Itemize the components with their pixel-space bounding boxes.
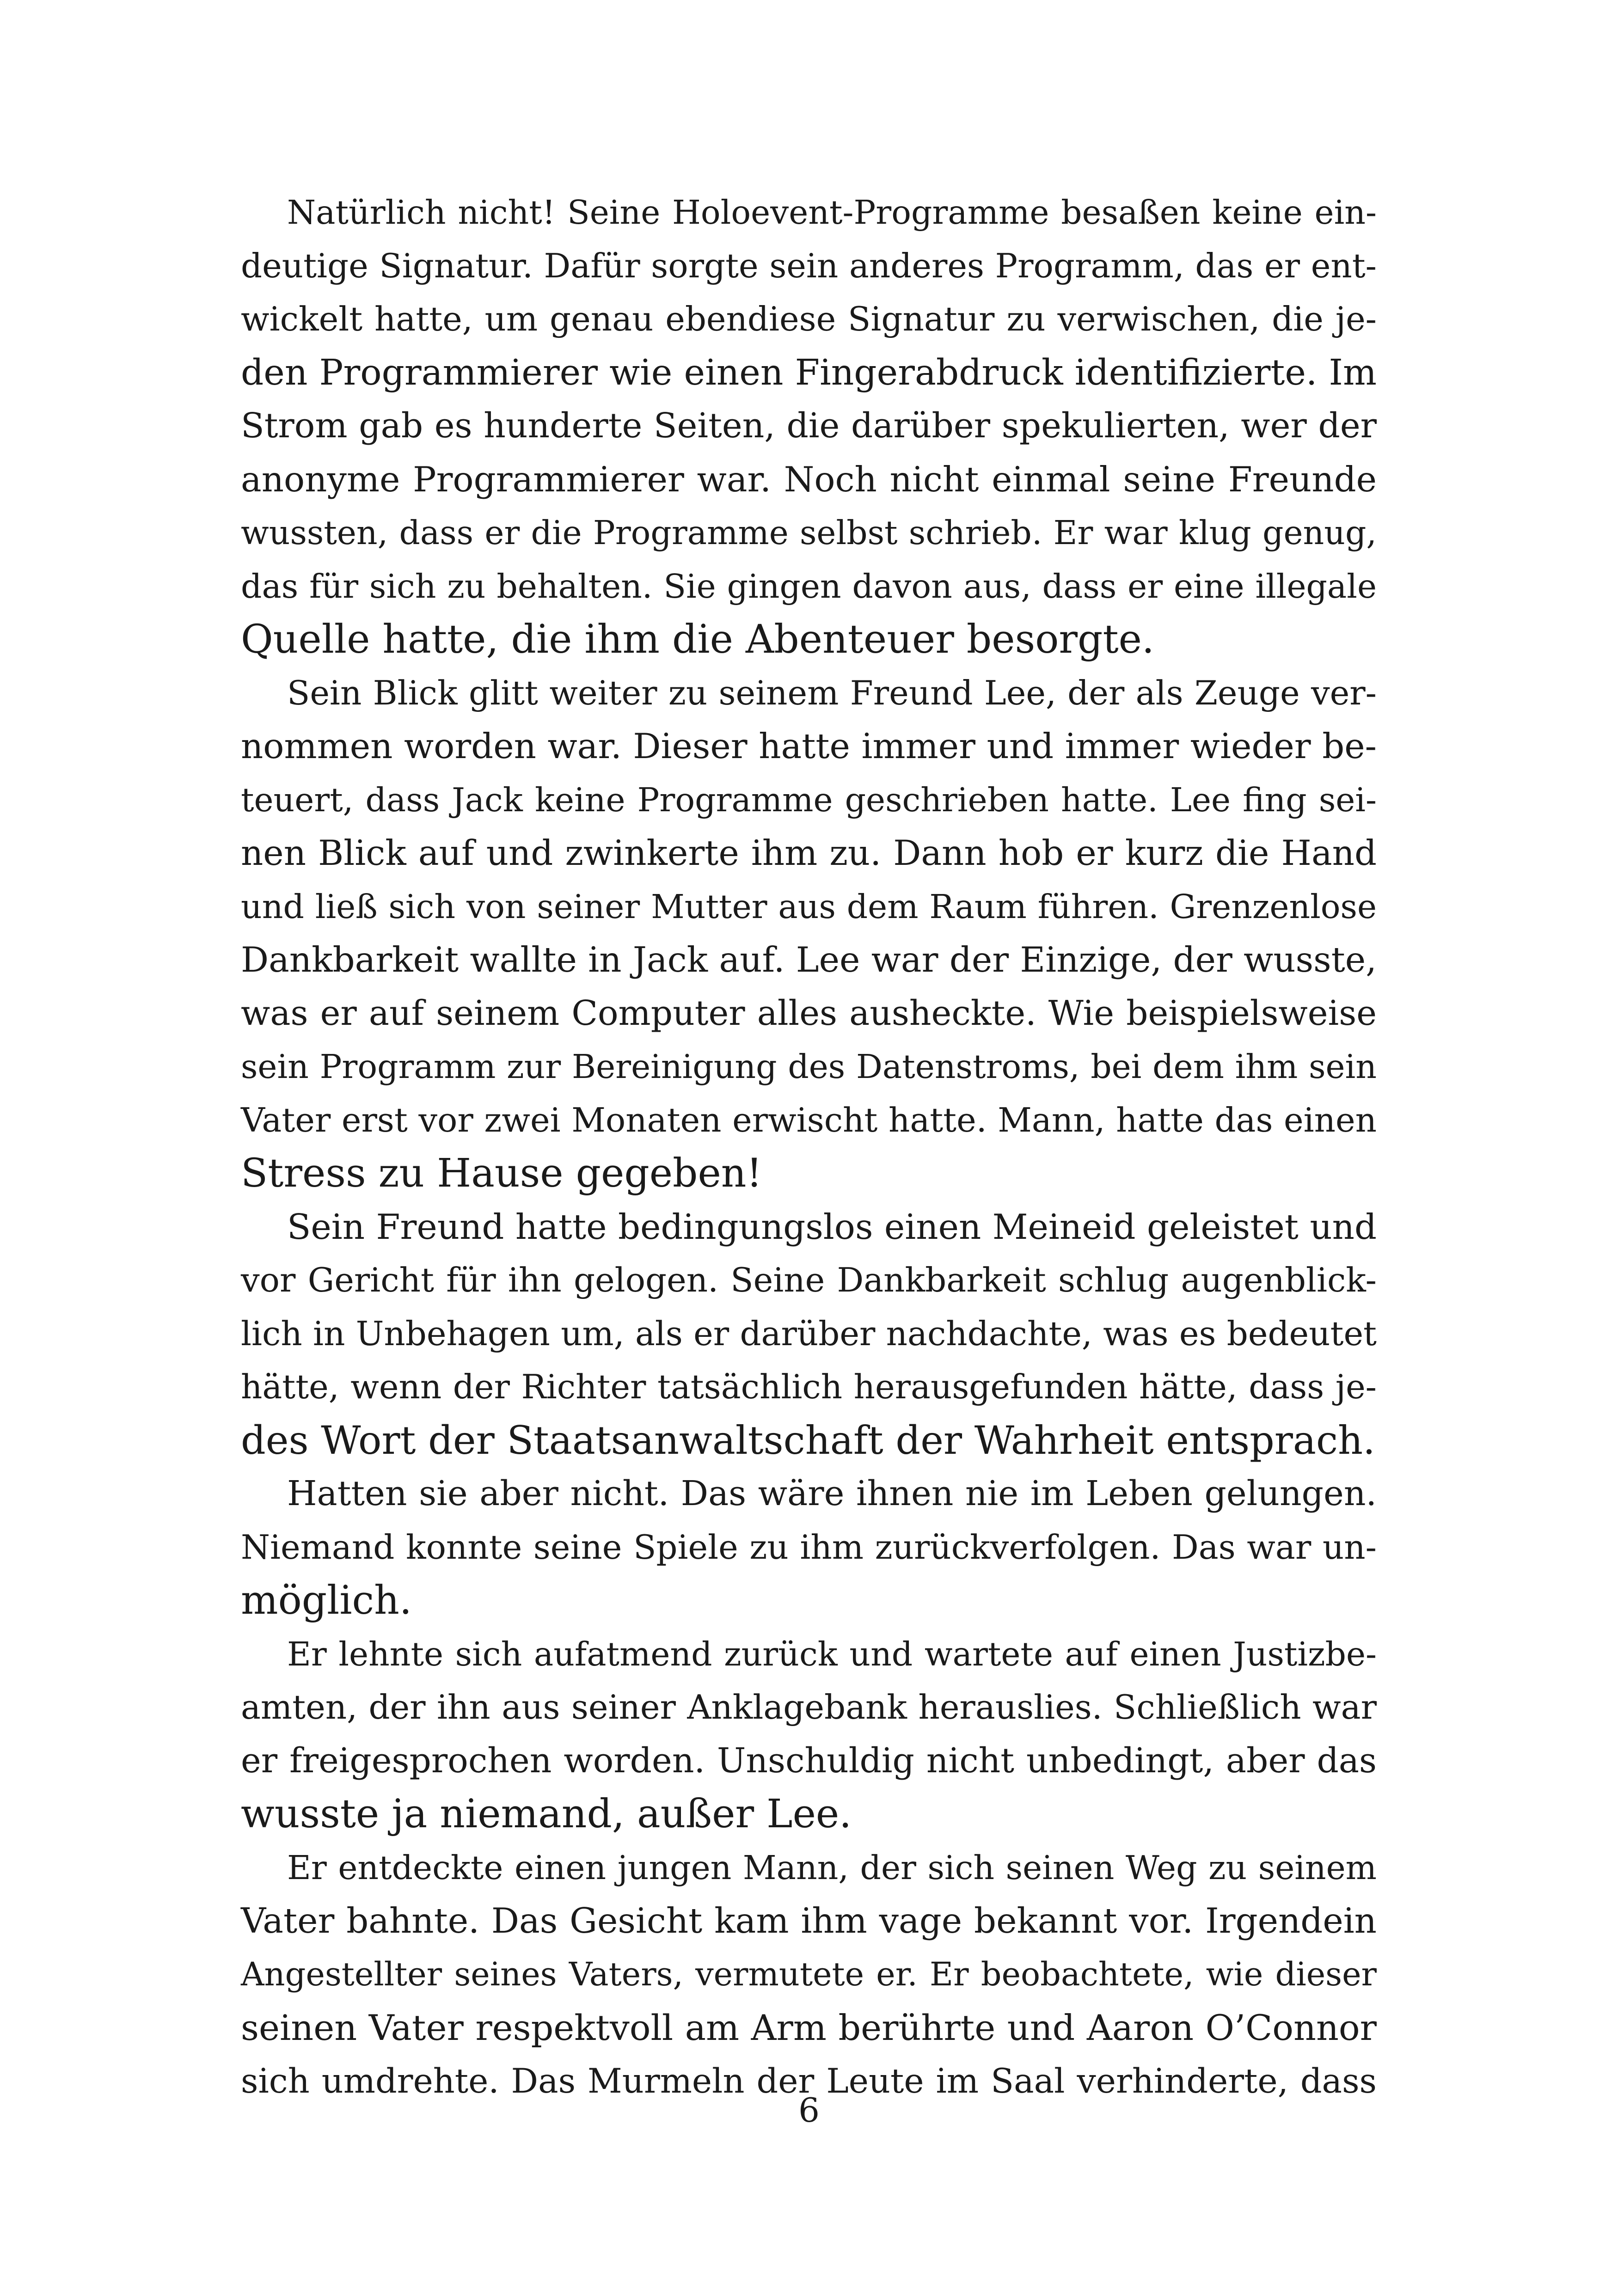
text-line: amten, der ihn aus seiner Anklagebank herauslies. Schließlich war (241, 1688, 1377, 1727)
text-line: Dankbarkeit wallte in Jack auf. Lee war der Einzige, der wusste, (241, 939, 1377, 980)
paragraph (241, 1841, 1377, 2108)
text-line: vor Gericht für ihn gelogen. Seine Dankbarkeit schlug augenblick- (241, 1261, 1377, 1299)
text-line: Sein Blick glitt weiter zu seinem Freund Lee, der als Zeuge ver- (287, 673, 1377, 712)
text-line: Angestellter seines Vaters, vermutete er. Er beobachtete, wie dieser (241, 1955, 1377, 1993)
text-line: Vater bahnte. Das Gesicht kam ihm vage bekannt vor. Irgendein (241, 1900, 1377, 1941)
text-line: den Programmierer wie einen Fingerabdruck identifizierte. Im (241, 352, 1377, 393)
text-line: was er auf seinem Computer alles ausheckte. Wie beispielsweise (241, 993, 1377, 1033)
text-line: Quelle hatte, die ihm die Abenteuer besorgte. (241, 617, 1154, 662)
text-line: Vater erst vor zwei Monaten erwischt hatte. Mann, hatte das einen (241, 1100, 1377, 1139)
paragraph (241, 186, 1377, 667)
text-line: seinen Vater respektvoll am Arm berührte und Aaron O’Connor (241, 2007, 1377, 2048)
text-line: möglich. (241, 1578, 412, 1623)
text-line: anonyme Programmierer war. Noch nicht einmal seine Freunde (241, 459, 1377, 500)
text-line: sich umdrehte. Das Murmeln der Leute im Saal verhinderte, dass (241, 2061, 1377, 2101)
paragraph (241, 1467, 1377, 1628)
text-line: Strom gab es hunderte Seiten, die darüber spekulierten, wer der (241, 406, 1377, 446)
text-line: und ließ sich von seiner Mutter aus dem Raum führen. Grenzenlose (241, 887, 1377, 926)
text-line: Sein Freund hatte bedingungslos einen Meineid geleistet und (287, 1206, 1377, 1247)
text-line: Er lehnte sich aufatmend zurück und wartete auf einen Justizbe- (287, 1635, 1377, 1673)
text-line: deutige Signatur. Dafür sorgte sein anderes Programm, das er ent- (241, 246, 1377, 285)
text-line: des Wort der Staatsanwaltschaft der Wahrheit entsprach. (241, 1417, 1375, 1463)
text-line: nen Blick auf und zwinkerte ihm zu. Dann hob er kurz die Hand (241, 833, 1377, 873)
paragraph (241, 1628, 1377, 1841)
paragraph (241, 1200, 1377, 1468)
text-line: Stress zu Hause gegeben! (241, 1151, 762, 1196)
text-line: teuert, dass Jack keine Programme geschrieben hatte. Lee fing sei- (241, 780, 1377, 819)
text-line: lich in Unbehagen um, als er darüber nachdachte, was es bedeutet (241, 1314, 1377, 1353)
text-line: wussten, dass er die Programme selbst schrieb. Er war klug genug, (241, 514, 1377, 552)
text-line: sein Programm zur Bereinigung des Datenstroms, bei dem ihm sein (241, 1047, 1377, 1086)
page-number: 6 (798, 2091, 820, 2130)
text-line: wickelt hatte, um genau ebendiese Signatur zu verwischen, die je- (241, 300, 1377, 338)
text-line: wusste ja niemand, außer Lee. (241, 1791, 852, 1837)
text-line: Niemand konnte seine Spiele zu ihm zurückverfolgen. Das war un- (241, 1527, 1377, 1567)
text-line: hätte, wenn der Richter tatsächlich herausgefunden hätte, dass je- (241, 1367, 1377, 1406)
paragraph (241, 667, 1377, 1200)
text-line: Er entdeckte einen jungen Mann, der sich seinen Weg zu seinem (287, 1848, 1377, 1887)
text-line: er freigesprochen worden. Unschuldig nicht unbedingt, aber das (241, 1740, 1377, 1781)
body-text (241, 186, 1377, 2108)
text-line: Natürlich nicht! Seine Holoevent-Programme besaßen keine ein- (287, 193, 1377, 232)
text-line: Hatten sie aber nicht. Das wäre ihnen nie im Leben gelungen. (287, 1474, 1377, 1513)
text-line: das für sich zu behalten. Sie gingen davon aus, dass er eine illegale (241, 567, 1377, 606)
text-line: nommen worden war. Dieser hatte immer und immer wieder be- (241, 726, 1377, 766)
